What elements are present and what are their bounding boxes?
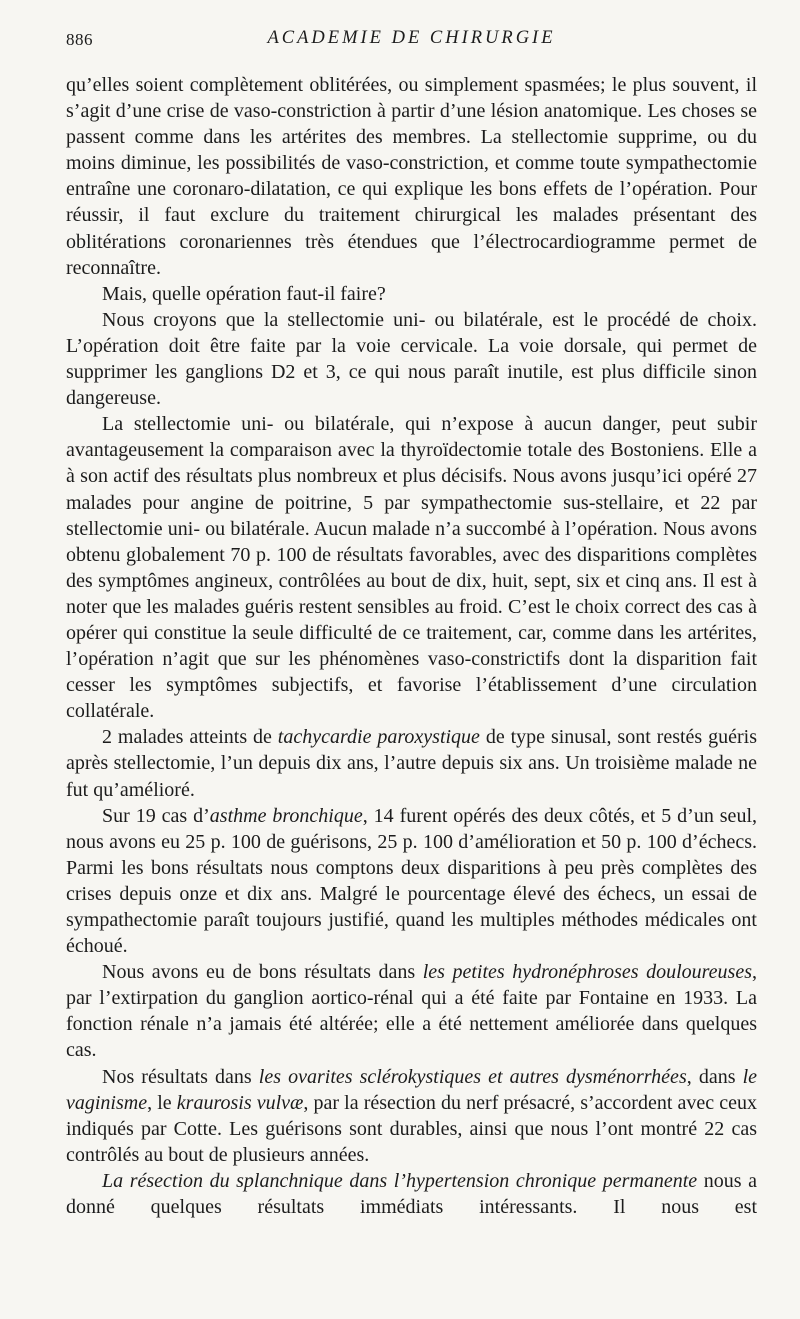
text-segment: Nous croyons que la stellectomie uni- ou bilatérale, est le procédé de choix. L’opération doit être faite par la voie cervicale. La voie dorsale, qui permet de supprimer les ganglions D2 et 3, ce qui nous paraît inutile, est plus difficile sinon dangereuse. [66,308,757,410]
paragraph [66,959,757,1063]
text-segment: nous a donné quelques résultats immédiats intéressants. Il nous est [66,1169,757,1219]
page-header [66,26,757,56]
text-segment: , par la résection du nerf présacré, s’accordent avec ceux indiqués par Cotte. Les guérisons sont durables, ainsi que nous l’ont montré 22 cas contrôlés au bout de plusieurs années. [66,1091,757,1166]
paragraph [66,724,757,802]
paragraph [66,803,757,960]
italic-text: tachycardie paroxystique [277,726,480,749]
paragraph [66,411,757,724]
text-segment: La stellectomie uni- ou bilatérale, qui n’expose à aucun danger, peut subir avantageusement la comparaison avec la thyroïdectomie totale des Bostoniens. Elle a à son actif des résultats plus nombreux et plus décisifs. Nous avons jusqu’ici opéré 27 malades pour angine de poitrine, 5 par sympathectomie sus-stellaire, et 22 par stellectomie uni- ou bilatérale. Aucun malade n’a succombé à l’opération. Nous avons obtenu globalement 70 p. 100 de résultats favorables, avec des disparitions complètes des symptômes angineux, contrôlées au bout de dix, huit, sept, six et cinq ans. Il est à noter que les malades guéris restent sensibles au froid. C’est le choix correct des cas à opérer qui constitue la seule difficulté de ce traitement, car, comme dans les artérites, l’opération n’agit que sur les phénomènes vaso-constrictifs dont la disparition fait cesser les symptômes subjectifs, et favorise l’établissement d’une circulation collatérale. [66,413,757,723]
paragraph [66,281,757,307]
text-segment: Mais, quelle opération faut-il faire? [102,282,386,305]
paragraph [66,1168,757,1220]
text-segment: , par l’extirpation du ganglion aortico-rénal qui a été faite par Fontaine en 1933. La fonction rénale n’a jamais été altérée; elle a été nettement améliorée dans quelques cas. [66,961,758,1062]
paragraph [66,307,757,411]
italic-text: La résection du splanchnique dans l’hypertension chronique permanente [102,1169,698,1192]
italic-text: le vaginisme [66,1065,757,1114]
text-segment: Nos résultats dans [102,1065,259,1088]
text-segment: , dans [686,1065,743,1088]
text-segment: Nous avons eu de bons résultats dans [102,961,423,984]
italic-text: les ovarites sclérokystiques et autres dysménorrhées [258,1065,687,1088]
text-segment: qu’elles soient complètement oblitérées, ou simplement spasmées; le plus souvent, il s’agit d’une crise de vaso-constriction à partir d’une lésion anatomique. Les choses se passent comme dans les artérites des membres. La stellectomie supprime, ou du moins diminue, les possibilités de vaso-constriction, et comme toute sympathectomie entraîne une coronaro-dilatation, ce qui explique les bons effets de l’opération. Pour réussir, il faut exclure du traitement chirurgical les malades présentant des oblitérations coronariennes très étendues que l’électrocardiogramme permet de reconnaître. [66,74,757,279]
italic-text: kraurosis vulvæ [176,1091,304,1114]
text-segment: , 14 furent opérés des deux côtés, et 5 d’un seul, nous avons eu 25 p. 100 de guérisons, 25 p. 100 d’amélioration et 50 p. 100 d’échecs. Parmi les bons résultats nous comptons deux disparitions à peu près complètes des crises depuis onze et dix ans. Malgré le pourcentage élevé des échecs, un essai de sympathectomie paraît toujours justifié, quand les multiples méthodes médicales ont échoué. [66,804,757,958]
paragraph [66,1064,757,1168]
text-segment: , le [147,1091,177,1114]
page-number: 886 [66,30,93,49]
italic-text: les petites hydronéphroses douloureuses [422,961,753,984]
paragraph [66,72,757,281]
running-title: ACADEMIE DE CHIRURGIE [267,28,556,48]
body-text [66,72,757,1220]
text-segment: Sur 19 cas d’ [102,804,210,827]
italic-text: asthme bronchique [209,804,363,827]
text-segment: 2 malades atteints de [102,726,278,749]
text-segment: de type sinusal, sont restés guéris après stellectomie, l’un depuis dix ans, l’autre depuis six ans. Un troisième malade ne fut qu’amélioré. [66,726,757,801]
